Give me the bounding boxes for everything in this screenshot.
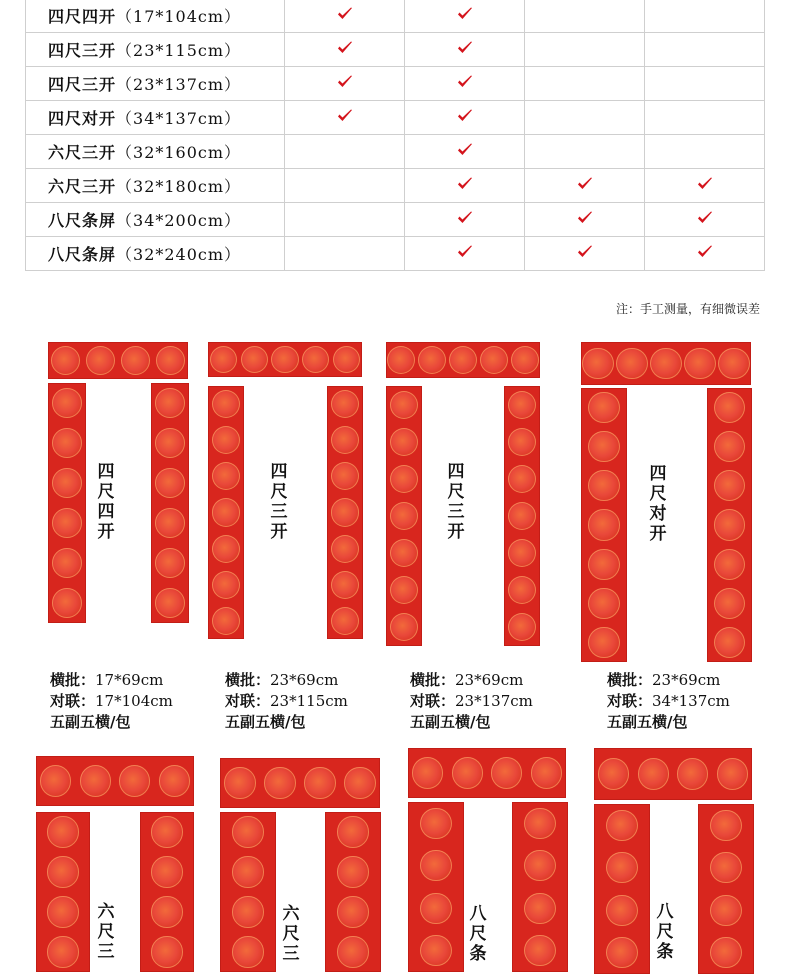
fu-medallion-icon <box>151 936 182 967</box>
spec-key: 横批： <box>225 671 271 689</box>
size-name-cell <box>26 101 285 135</box>
fu-medallion-icon <box>480 346 508 374</box>
spec-key: 对联： <box>607 692 653 710</box>
fu-medallion-icon <box>508 502 536 530</box>
check-cell <box>525 33 645 67</box>
fu-medallion-icon <box>80 765 111 796</box>
fu-medallion-icon <box>598 758 629 789</box>
fu-medallion-icon <box>588 549 619 580</box>
couplet-scroll-left <box>594 804 650 974</box>
check-cell <box>525 67 645 101</box>
fu-medallion-icon <box>337 936 368 967</box>
spec-key: 横批： <box>410 671 456 689</box>
fu-medallion-icon <box>588 470 619 501</box>
fu-medallion-icon <box>390 613 418 641</box>
fu-medallion-icon <box>508 428 536 456</box>
fu-medallion-icon <box>714 549 745 580</box>
check-mark-icon <box>456 209 474 227</box>
fu-medallion-icon <box>717 758 748 789</box>
fu-medallion-icon <box>710 852 741 883</box>
size-label: 六尺三 <box>282 904 300 964</box>
fu-medallion-icon <box>714 392 745 423</box>
couplet-scroll-right <box>504 386 540 646</box>
check-cell <box>525 203 645 237</box>
fu-medallion-icon <box>52 468 82 498</box>
fu-medallion-icon <box>40 765 71 796</box>
fu-medallion-icon <box>714 431 745 462</box>
check-mark-icon <box>456 175 474 193</box>
fu-medallion-icon <box>588 392 619 423</box>
check-cell <box>285 33 405 67</box>
fu-medallion-icon <box>155 388 185 418</box>
spec-line <box>607 712 730 733</box>
fu-medallion-icon <box>232 816 263 847</box>
fu-medallion-icon <box>264 767 295 798</box>
check-cell <box>405 101 525 135</box>
fu-medallion-icon <box>508 576 536 604</box>
spec-line <box>225 670 348 691</box>
size-name: 六尺三开 <box>48 143 117 162</box>
fu-medallion-icon <box>582 348 613 379</box>
fu-medallion-icon <box>52 428 82 458</box>
check-cell <box>285 135 405 169</box>
check-cell <box>285 101 405 135</box>
fu-medallion-icon <box>119 765 150 796</box>
check-cell <box>405 169 525 203</box>
fu-medallion-icon <box>212 571 240 599</box>
fu-medallion-icon <box>155 548 185 578</box>
spec-line <box>607 670 730 691</box>
table-row <box>26 101 765 135</box>
fu-medallion-icon <box>524 935 555 966</box>
size-label: 六尺三 <box>97 902 115 962</box>
fu-medallion-icon <box>606 895 637 926</box>
fu-medallion-icon <box>606 852 637 883</box>
table-row <box>26 135 765 169</box>
fu-medallion-icon <box>508 613 536 641</box>
check-cell <box>285 237 405 271</box>
fu-medallion-icon <box>588 509 619 540</box>
size-name-cell <box>26 33 285 67</box>
table-row <box>26 237 765 271</box>
fu-medallion-icon <box>47 936 78 967</box>
check-cell <box>405 67 525 101</box>
fu-medallion-icon <box>449 346 477 374</box>
check-cell <box>645 0 765 33</box>
spec-key: 五副五横/包 <box>225 713 306 731</box>
fu-medallion-icon <box>151 816 182 847</box>
fu-medallion-icon <box>304 767 335 798</box>
table-row <box>26 169 765 203</box>
spec-line <box>225 691 348 712</box>
size-label: 四尺对开 <box>649 464 667 544</box>
fu-medallion-icon <box>452 757 483 788</box>
fu-medallion-icon <box>331 462 359 490</box>
fu-medallion-icon <box>331 426 359 454</box>
fu-medallion-icon <box>337 816 368 847</box>
fu-medallion-icon <box>508 391 536 419</box>
size-label: 四尺三开 <box>270 462 288 542</box>
spec-key: 对联： <box>225 692 271 710</box>
fu-medallion-icon <box>232 856 263 887</box>
fu-medallion-icon <box>606 937 637 968</box>
fu-medallion-icon <box>155 588 185 618</box>
check-cell <box>645 67 765 101</box>
check-mark-icon <box>696 175 714 193</box>
spec-line <box>50 670 173 691</box>
table-row <box>26 33 765 67</box>
measurement-note: 注：手工测量，有细微误差 <box>615 302 760 316</box>
fu-medallion-icon <box>210 346 237 373</box>
check-mark-icon <box>696 243 714 261</box>
spec-key: 五副五横/包 <box>410 713 491 731</box>
fu-medallion-icon <box>337 856 368 887</box>
fu-medallion-icon <box>331 607 359 635</box>
spec-line <box>50 712 173 733</box>
size-label: 四尺三开 <box>447 462 465 542</box>
check-mark-icon <box>456 73 474 91</box>
fu-medallion-icon <box>212 390 240 418</box>
fu-medallion-icon <box>331 498 359 526</box>
fu-medallion-icon <box>159 765 190 796</box>
check-mark-icon <box>576 243 594 261</box>
fu-medallion-icon <box>51 346 80 375</box>
fu-medallion-icon <box>212 607 240 635</box>
spec-line <box>607 691 730 712</box>
fu-medallion-icon <box>710 810 741 841</box>
fu-medallion-icon <box>684 348 715 379</box>
fu-medallion-icon <box>232 936 263 967</box>
check-cell <box>645 135 765 169</box>
fu-medallion-icon <box>52 548 82 578</box>
fu-medallion-icon <box>155 428 185 458</box>
fu-medallion-icon <box>86 346 115 375</box>
check-cell <box>525 0 645 33</box>
spec-line <box>410 691 533 712</box>
check-cell <box>645 237 765 271</box>
check-cell <box>285 0 405 33</box>
size-name-cell <box>26 0 285 33</box>
fu-medallion-icon <box>650 348 681 379</box>
fu-medallion-icon <box>420 893 451 924</box>
fu-medallion-icon <box>718 348 749 379</box>
fu-medallion-icon <box>121 346 150 375</box>
spec-value: 34*137cm <box>652 692 730 710</box>
fu-medallion-icon <box>212 426 240 454</box>
fu-medallion-icon <box>531 757 562 788</box>
check-mark-icon <box>456 107 474 125</box>
couplet-scroll-right <box>140 812 194 972</box>
couplet-scroll-right <box>325 812 381 972</box>
check-mark-icon <box>456 243 474 261</box>
fu-medallion-icon <box>418 346 446 374</box>
fu-medallion-icon <box>714 509 745 540</box>
fu-medallion-icon <box>606 810 637 841</box>
fu-medallion-icon <box>333 346 360 373</box>
check-mark-icon <box>576 175 594 193</box>
size-name: 四尺对开 <box>48 109 117 128</box>
fu-medallion-icon <box>616 348 647 379</box>
table-row <box>26 0 765 33</box>
check-cell <box>645 101 765 135</box>
spec-block <box>225 670 348 733</box>
size-dimension: （32*240cm） <box>116 245 242 264</box>
spec-key: 对联： <box>410 692 456 710</box>
spec-value: 23*69cm <box>455 671 524 689</box>
fu-medallion-icon <box>212 462 240 490</box>
couplet-scroll-right <box>707 388 752 662</box>
fu-medallion-icon <box>714 470 745 501</box>
spec-line <box>225 712 348 733</box>
spec-value: 17*69cm <box>95 671 164 689</box>
fu-medallion-icon <box>420 935 451 966</box>
size-name: 八尺条屏 <box>48 245 117 264</box>
fu-medallion-icon <box>491 757 522 788</box>
couplet-scroll-right <box>327 386 363 639</box>
check-mark-icon <box>336 73 354 91</box>
check-cell <box>285 203 405 237</box>
check-cell <box>525 237 645 271</box>
fu-medallion-icon <box>390 576 418 604</box>
table-row <box>26 203 765 237</box>
fu-medallion-icon <box>508 465 536 493</box>
fu-medallion-icon <box>52 588 82 618</box>
check-cell <box>405 135 525 169</box>
check-cell <box>525 101 645 135</box>
spec-key: 五副五横/包 <box>607 713 688 731</box>
table-row <box>26 67 765 101</box>
check-mark-icon <box>336 5 354 23</box>
size-name-cell <box>26 169 285 203</box>
size-label: 八尺条 <box>656 902 674 962</box>
fu-medallion-icon <box>508 539 536 567</box>
fu-medallion-icon <box>420 808 451 839</box>
fu-medallion-icon <box>47 816 78 847</box>
check-mark-icon <box>696 209 714 227</box>
size-label: 八尺条 <box>469 904 487 964</box>
fu-medallion-icon <box>710 895 741 926</box>
fu-medallion-icon <box>420 850 451 881</box>
check-mark-icon <box>456 39 474 57</box>
spec-value: 17*104cm <box>95 692 173 710</box>
fu-medallion-icon <box>588 588 619 619</box>
check-cell <box>405 0 525 33</box>
couplet-scroll-left <box>36 812 90 972</box>
size-dimension: （23*115cm） <box>116 41 242 60</box>
size-table <box>25 0 765 271</box>
spec-key: 横批： <box>607 671 653 689</box>
fu-medallion-icon <box>588 431 619 462</box>
fu-medallion-icon <box>524 893 555 924</box>
fu-medallion-icon <box>710 937 741 968</box>
fu-medallion-icon <box>224 767 255 798</box>
size-name: 八尺条屏 <box>48 211 117 230</box>
couplet-scroll-left <box>48 383 86 623</box>
check-cell <box>285 67 405 101</box>
spec-value: 23*115cm <box>270 692 348 710</box>
check-cell <box>645 33 765 67</box>
spec-line <box>50 691 173 712</box>
check-cell <box>525 169 645 203</box>
size-name: 六尺三开 <box>48 177 117 196</box>
horizontal-banner <box>408 748 566 798</box>
fu-medallion-icon <box>331 571 359 599</box>
couplet-scroll-left <box>408 802 464 972</box>
spec-value: 23*69cm <box>270 671 339 689</box>
fu-medallion-icon <box>331 535 359 563</box>
spec-key: 对联： <box>50 692 96 710</box>
fu-medallion-icon <box>588 627 619 658</box>
couplet-scroll-left <box>581 388 627 662</box>
fu-medallion-icon <box>241 346 268 373</box>
size-name-cell <box>26 67 285 101</box>
size-name: 四尺三开 <box>48 75 117 94</box>
fu-medallion-icon <box>232 896 263 927</box>
fu-medallion-icon <box>677 758 708 789</box>
size-dimension: （32*180cm） <box>116 177 242 196</box>
fu-medallion-icon <box>155 468 185 498</box>
fu-medallion-icon <box>511 346 539 374</box>
size-dimension: （34*137cm） <box>116 109 242 128</box>
fu-medallion-icon <box>524 850 555 881</box>
horizontal-banner <box>48 342 188 379</box>
check-mark-icon <box>456 141 474 159</box>
couplet-scroll-right <box>698 804 754 974</box>
fu-medallion-icon <box>47 896 78 927</box>
horizontal-banner <box>36 756 194 806</box>
fu-medallion-icon <box>390 502 418 530</box>
couplet-scroll-left <box>220 812 276 972</box>
size-name-cell <box>26 203 285 237</box>
fu-medallion-icon <box>390 428 418 456</box>
fu-medallion-icon <box>155 508 185 538</box>
check-cell <box>525 135 645 169</box>
spec-line <box>410 670 533 691</box>
fu-medallion-icon <box>714 627 745 658</box>
couplet-scroll-left <box>386 386 422 646</box>
fu-medallion-icon <box>52 388 82 418</box>
fu-medallion-icon <box>714 588 745 619</box>
check-cell <box>405 237 525 271</box>
fu-medallion-icon <box>212 535 240 563</box>
horizontal-banner <box>208 342 362 377</box>
couplet-scroll-left <box>208 386 244 639</box>
check-cell <box>645 169 765 203</box>
fu-medallion-icon <box>390 539 418 567</box>
fu-medallion-icon <box>302 346 329 373</box>
size-name-cell <box>26 135 285 169</box>
size-name: 四尺四开 <box>48 7 117 26</box>
fu-medallion-icon <box>156 346 185 375</box>
fu-medallion-icon <box>212 498 240 526</box>
spec-key: 横批： <box>50 671 96 689</box>
fu-medallion-icon <box>151 896 182 927</box>
fu-medallion-icon <box>524 808 555 839</box>
fu-medallion-icon <box>337 896 368 927</box>
size-dimension: （17*104cm） <box>116 7 242 26</box>
check-mark-icon <box>336 107 354 125</box>
fu-medallion-icon <box>271 346 298 373</box>
fu-medallion-icon <box>390 465 418 493</box>
horizontal-banner <box>594 748 752 800</box>
check-mark-icon <box>576 209 594 227</box>
check-mark-icon <box>336 39 354 57</box>
couplet-scroll-right <box>151 383 189 623</box>
size-label: 四尺四开 <box>97 462 115 542</box>
fu-medallion-icon <box>47 856 78 887</box>
size-dimension: （34*200cm） <box>116 211 242 230</box>
fu-medallion-icon <box>331 390 359 418</box>
fu-medallion-icon <box>52 508 82 538</box>
spec-value: 23*69cm <box>652 671 721 689</box>
fu-medallion-icon <box>412 757 443 788</box>
spec-line <box>410 712 533 733</box>
couplet-scroll-right <box>512 802 568 972</box>
spec-key: 五副五横/包 <box>50 713 131 731</box>
fu-medallion-icon <box>344 767 375 798</box>
spec-value: 23*137cm <box>455 692 533 710</box>
spec-block <box>410 670 533 733</box>
fu-medallion-icon <box>390 391 418 419</box>
size-dimension: （32*160cm） <box>116 143 242 162</box>
size-name-cell <box>26 237 285 271</box>
check-cell <box>285 169 405 203</box>
check-cell <box>405 33 525 67</box>
horizontal-banner <box>386 342 540 378</box>
check-mark-icon <box>456 5 474 23</box>
spec-block <box>50 670 173 733</box>
check-cell <box>645 203 765 237</box>
fu-medallion-icon <box>638 758 669 789</box>
size-name: 四尺三开 <box>48 41 117 60</box>
horizontal-banner <box>581 342 751 385</box>
fu-medallion-icon <box>387 346 415 374</box>
check-cell <box>405 203 525 237</box>
fu-medallion-icon <box>151 856 182 887</box>
spec-block <box>607 670 730 733</box>
horizontal-banner <box>220 758 380 808</box>
size-dimension: （23*137cm） <box>116 75 242 94</box>
